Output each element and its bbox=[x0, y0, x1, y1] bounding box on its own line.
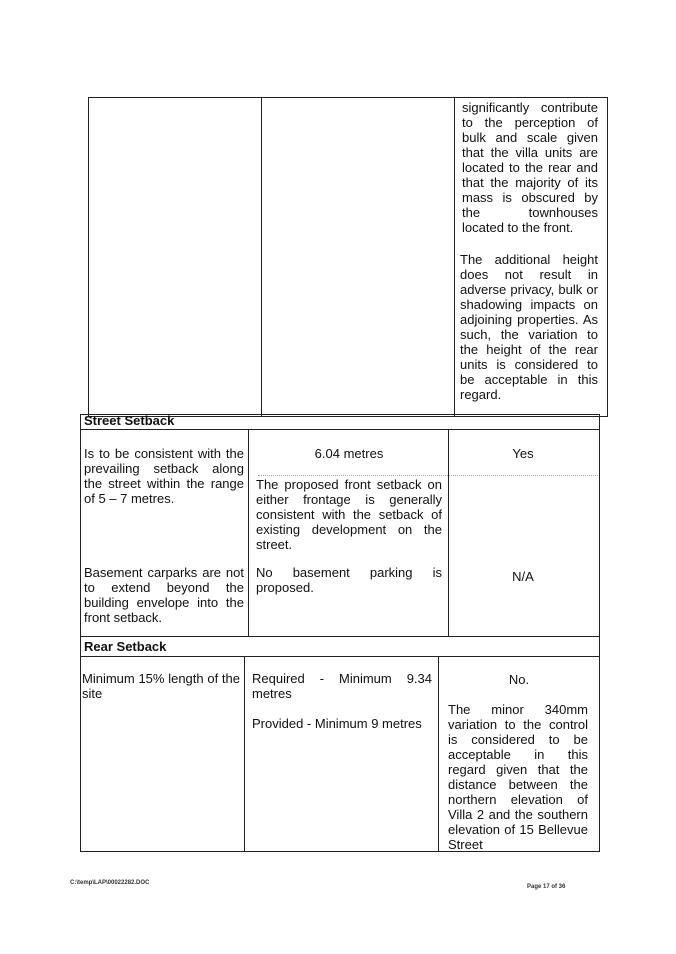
row1-col3-paragraph-1: significantly contribute to the perception of bulk and scale given that the villa units are located to the rear and that the majority of its mass is obscured by the townhouses located to the front. bbox=[462, 100, 598, 235]
street-proposal-value: 6.04 metres bbox=[314, 446, 384, 461]
street-proposal-2: No basement parking is proposed. bbox=[256, 565, 442, 595]
rear-control: Minimum 15% length of the site bbox=[82, 671, 240, 701]
footer-file-path: C:\temp\LAP\00022282.DOC bbox=[70, 880, 150, 886]
street-control-2: Basement carparks are not to extend beyond the building envelope into the front setback. bbox=[84, 565, 244, 625]
row1-col3-paragraph-2: The additional height does not result in adverse privacy, bulk or shadowing impacts on adjoining properties. As such, the variation to the height of the rear units is considered to be acceptable in this regard. bbox=[460, 252, 598, 402]
street-complies-2: N/A bbox=[512, 569, 534, 584]
street-setback-heading: Street Setback bbox=[84, 413, 175, 428]
table-top-divider-1 bbox=[261, 97, 262, 417]
table-main-divider-1 bbox=[248, 430, 249, 636]
street-complies-1: Yes bbox=[512, 446, 534, 461]
rear-heading-rule bbox=[80, 656, 600, 657]
street-heading-rule bbox=[80, 429, 600, 430]
rear-section-rule bbox=[80, 636, 600, 637]
rear-complies: No. bbox=[508, 672, 530, 687]
dotted-separator bbox=[258, 475, 598, 476]
rear-divider-2 bbox=[438, 656, 439, 852]
footer-page-number: Page 17 of 36 bbox=[527, 884, 566, 890]
table-main-divider-2 bbox=[448, 430, 449, 636]
rear-provided: Provided - Minimum 9 metres bbox=[252, 716, 422, 731]
street-proposal-note: The proposed front setback on either frontage is generally consistent with the setback of existing development on the street. bbox=[256, 477, 442, 552]
rear-required: Required - Minimum 9.34 metres bbox=[252, 671, 432, 701]
table-top-divider-2 bbox=[454, 97, 455, 417]
street-control-1: Is to be consistent with the prevailing setback along the street within the range of 5 – 7 metres. bbox=[84, 446, 244, 506]
rear-note: The minor 340mm variation to the control is considered to be acceptable in this regard given that the distance between the northern elevation of Villa 2 and the southern elevation of 15 Bellevue Street bbox=[448, 702, 588, 852]
rear-divider-1 bbox=[244, 656, 245, 852]
rear-setback-heading: Rear Setback bbox=[84, 639, 167, 654]
